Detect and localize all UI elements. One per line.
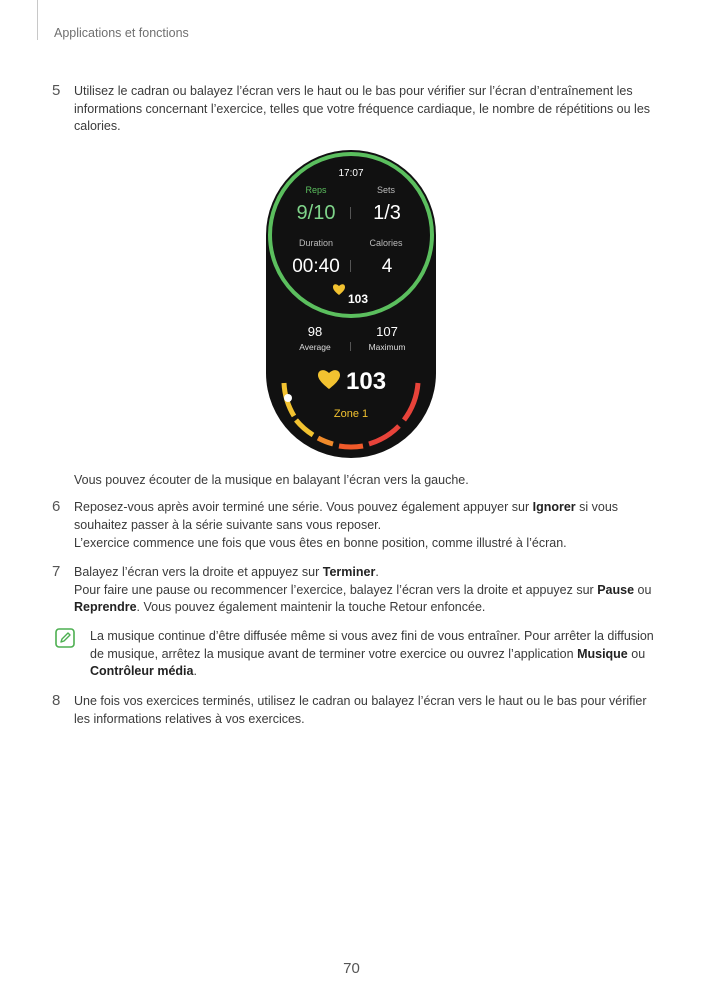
zone-arc-orange-2 (339, 446, 363, 447)
step-6 (52, 499, 652, 553)
reprendre-keyword: Reprendre (74, 600, 137, 614)
section-header: Applications et fonctions (54, 26, 189, 40)
step-text: Une fois vos exercices terminés, utilisez le cadran ou balayez l’écran vers le haut ou le bas pour vérifier les informations relatives à vos exercices. (74, 694, 647, 726)
step-number: 7 (52, 563, 61, 580)
musique-keyword: Musique (577, 646, 628, 661)
step-number: 6 (52, 498, 61, 515)
step-number: 5 (52, 82, 61, 99)
avg-value: 98 (307, 324, 323, 339)
zone-label: Zone 1 (333, 408, 369, 420)
step-text-2: Pour faire une pause ou recommencer l’exercice, balayez l’écran vers la droite et appuyez sur Pause ou Reprendre. Vous pouvez également maintenir la touche Retour enfoncée. (74, 582, 652, 614)
duration-label: Duration (298, 238, 334, 248)
controleur-media-keyword: Contrôleur média (90, 664, 194, 678)
step-text: Reposez-vous après avoir terminé une série. Vous pouvez également appuyer sur Ignorer si vous souhaitez passer à la série suivante sans vous reposer. (74, 500, 619, 532)
calories-label: Calories (369, 238, 403, 248)
pause-keyword: Pause (597, 582, 635, 597)
calories-value: 4 (381, 256, 393, 277)
max-value: 107 (376, 324, 398, 339)
duration-value: 00:40 (292, 256, 340, 277)
note-text: La musique continue d’être diffusée même si vous avez fini de vous entraîner. Pour arrêter la diffusion de musique, arrêtez la musique avant de terminer votre exercice ou ouvrez l’application Musique ou Contrôleur média. (90, 629, 654, 678)
max-label: Maximum (368, 342, 406, 352)
terminer-keyword: Terminer (322, 565, 376, 579)
ignorer-keyword: Ignorer (532, 500, 576, 514)
music-tip: Vous pouvez écouter de la musique en balayant l’écran vers la gauche. (74, 473, 469, 487)
margin-rule (37, 0, 38, 40)
step-text-2: L’exercice commence une fois que vous êtes en bonne position, comme illustré à l’écran. (74, 536, 567, 550)
sets-value: 1/3 (373, 202, 401, 224)
zone-indicator-dot (284, 394, 292, 402)
note-box (52, 628, 657, 681)
sets-label: Sets (376, 185, 396, 195)
page-number: 70 (343, 960, 360, 977)
hr-small-value: 103 (348, 292, 369, 306)
hr-large-value: 103 (346, 368, 387, 395)
step-text: Balayez l’écran vers la droite et appuyez sur Terminer. (74, 565, 379, 579)
avg-label: Average (299, 342, 331, 352)
watch-time: 17:07 (338, 168, 364, 179)
step-text: Utilisez le cadran ou balayez l’écran vers le haut ou le bas pour vérifier sur l’écran d’entraînement les informations concernant l’exercice, telles que votre fréquence cardiaque, le nombre de répétitions ou les calories. (74, 84, 651, 133)
step-7 (52, 564, 652, 617)
reps-value: 9/10 (296, 202, 336, 224)
watch-screen-illustration (266, 150, 436, 458)
note-pencil-icon (55, 628, 75, 648)
step-8 (52, 693, 652, 728)
reps-label: Reps (305, 185, 327, 195)
step-5 (52, 83, 652, 136)
step-number: 8 (52, 692, 61, 709)
